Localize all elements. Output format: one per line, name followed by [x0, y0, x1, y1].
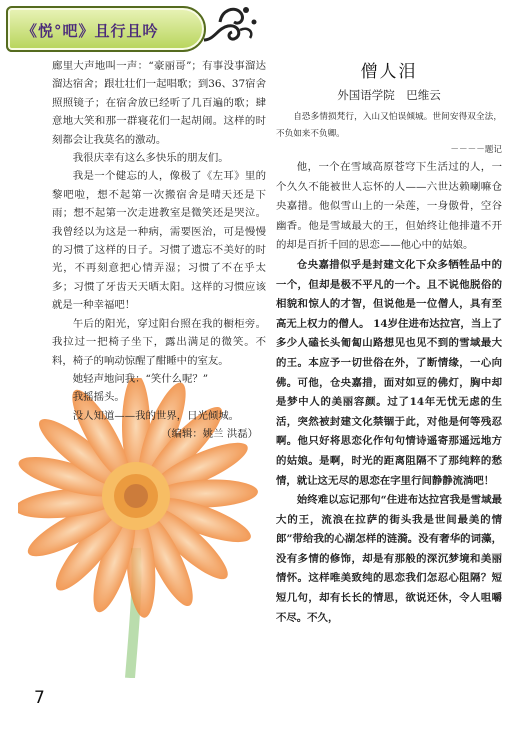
paragraph: 他，一个在雪域高原苍穹下生活过的人，一个久久不能被世人忘怀的人——六世达赖喇嘛仓央嘉措。他似雪山上的一朵莲，一身傲骨，空谷幽香。他是雪域最大的王，但始终让他排遣不开的却是百折千回的思恋——他心中的姑娘。 — [276, 161, 502, 252]
left-column-text — [52, 57, 266, 444]
paragraph: 始终难以忘记那句“住进布达拉宫我是雪域最大的王，流浪在拉萨的街头我是世间最美的情郎”带给我的心湖怎样的涟漪。没有奢华的词藻，没有多情的修饰，却是有那般的深沉梦境和美丽情怀。这样唯美致纯的思恋我们怎忍心阻隔？短短几句，却有长长的情思，欲说还休，令人咀嚼不尽。不久， — [276, 494, 502, 624]
article-title: 僧人泪 — [360, 62, 418, 82]
paragraph: 她轻声地问我：“笑什么呢？” — [72, 372, 209, 385]
section-title: 《悦°吧》且行且吟 — [22, 22, 159, 40]
paragraph: 我是一个健忘的人，像极了《左耳》里的黎吧啦，想不起第一次搬宿舍是晴天还是下雨；想不起第一次走进教室是微笑还是哭泣。我曾经以为这是一种病，需要医治，可是慢慢的习惯了这样的日子。习惯了遗忘不美好的时光，不再刻意把心情弄湿；习惯了不在乎太多；习惯了牙齿天天晒太阳。这样的习惯应该就是一种幸福吧！ — [52, 170, 266, 312]
editor-credit: （编辑：姚兰 洪磊） — [161, 428, 258, 441]
paragraph: 仓央嘉措似乎是封建文化下众多牺牲品中的一个，但却是极不平凡的一个。且不说他脱俗的相貌和惊人的才智，但说他是一位僧人，具有至高无上权力的僧人。 14岁住进布达拉宫，当上了多少人磕长头匍匐山路想见也见不到的雪域最大的王。本应予一切世俗在外，了断情缘，一心向佛。可他，仓央嘉措，面对如豆的佛灯，胸中却是梦中人的美丽容颜。过了14年无忧无虑的生活，突然被封建文化禁锢于此，对他是何等残忍啊。他只好将思恋化作句句情诗遥寄那遥远地方的姑娘。是啊，时光的距离阻隔不了那纯粹的愁情，就让这无尽的思恋在字里行间静静流淌吧！ — [276, 258, 502, 487]
page-number: 7 — [34, 688, 45, 708]
article-author: 外国语学院 巴维云 — [337, 88, 441, 102]
paragraph: 我摇摇头。 — [72, 391, 125, 404]
paragraph: 没人知道——我的世界，日光倾城。 — [72, 409, 240, 422]
epigraph-source: －－－－题记 — [450, 145, 502, 155]
swirl-ornament-icon — [200, 0, 260, 52]
section-banner — [6, 6, 206, 52]
paragraph: 午后的阳光，穿过阳台照在我的橱柜旁。我拉过一把椅子坐下，露出满足的微笑。不料，椅子的响动惊醒了酣睡中的室友。 — [52, 317, 266, 367]
paragraph: 我很庆幸有这么多快乐的朋友们。 — [72, 152, 229, 165]
right-column-article — [276, 57, 502, 628]
epigraph: 自恐多情损梵行，入山又怕误倾城。世间安得双全法，不负如来不负卿。 — [276, 112, 502, 139]
paragraph: 廊里大声地叫一声：“豪丽哥”；有事没事溜达溜达宿舍；跟壮壮们一起唱歌；到36、37宿舍照照镜子；在宿舍放已经听了几百遍的歌；肆意地大笑和那一群寝花们一起胡闹。这样的时刻都会让我莫名的激动。 — [52, 60, 266, 146]
